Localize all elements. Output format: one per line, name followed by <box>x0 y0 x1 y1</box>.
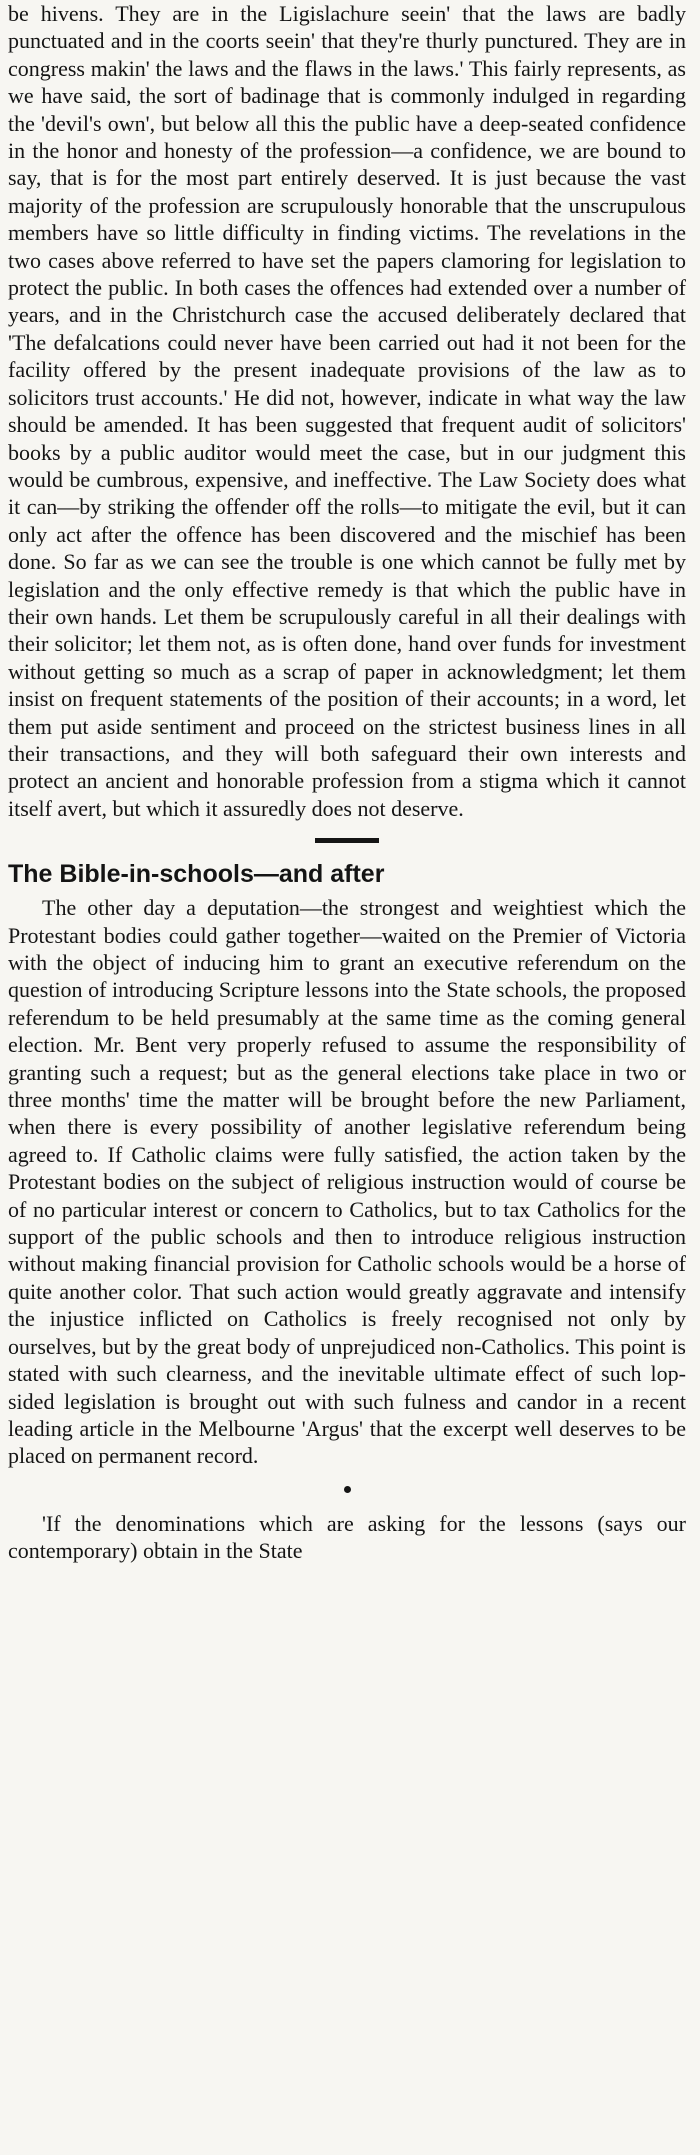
article-2-paragraph-2: 'If the denominations which are asking for the lessons (says our contemporary) obtain in the State <box>8 1510 686 1564</box>
article-2-headline: The Bible-in-schools—and after <box>8 860 385 889</box>
article-solicitors-continuation <box>8 0 686 822</box>
article-1-paragraph: be hivens. They are in the Ligislachure seein' that the laws are badly punctuated and in the coorts seein' that they're thurly punctured. They are in congress makin' the laws and the flaws in the laws.' This fairly represents, as we have said, the sort of badinage that is commonly indulged in regarding the 'devil's own', but below all this the public have a deep-seated confidence in the honor and honesty of the profession—a confidence, we are bound to say, that is for the most part entirely deserved. It is just because the vast majority of the profession are scrupulously honorable that the unscrupulous members have so little difficulty in finding victims. The revelations in the two cases above referred to have set the papers clamoring for legislation to protect the public. In both cases the offences had extended over a number of years, and in the Christchurch case the accused deliberately declared that 'The defalcations could never have been carried out had it not been for the facility offered by the present inadequate provisions of the law as to solicitors trust accounts.' He did not, however, indicate in what way the law should be amended. It has been suggested that frequent audit of solicitors' books by a public auditor would meet the case, but in our judgment this would be cumbrous, expensive, and ineffective. The Law Society does what it can—by striking the offender off the rolls—to mitigate the evil, but it can only act after the offence has been discovered and the mischief has been done. So far as we can see the trouble is one which cannot be fully met by legislation and the only effective remedy is that which the public have in their own hands. Let them be scrupulously careful in all their dealings with their solicitor; let them not, as is often done, hand over funds for investment without getting so much as a scrap of paper in acknowledgment; let them insist on frequent statements of the position of their accounts; in a word, let them put aside sentiment and proceed on the strictest business lines in all their transactions, and they will both safeguard their own interests and protect an ancient and honorable profession from a stigma which it cannot itself avert, but which it assuredly does not deserve. <box>8 1 686 821</box>
bullet-dot-icon <box>344 1486 351 1493</box>
article-2-paragraph-1: The other day a deputation—the strongest and weightiest which the Protestant bodies could gather together—waited on the Premier of Victoria with the object of inducing him to grant an executive referendum on the question of introducing Scripture lessons into the State schools, the proposed referendum to be held presumably at the same time as the coming general election. Mr. Bent very properly refused to assume the responsibility of granting such a request; but as the general elections take place in two or three months' time the matter will be brought before the new Parliament, when there is every possibility of another legislative referendum being agreed to. If Catholic claims were fully satisfied, the action taken by the Protestant bodies on the subject of religious instruction would of course be of no particular interest or concern to Catholics, but to tax Catholics for the support of the public schools and then to introduce religious instruction without making financial provision for Catholic schools would be a horse of quite another color. That such action would greatly aggravate and intensify the injustice inflicted on Catholics is freely recognised not only by ourselves, but by the great body of unprejudiced non-Catholics. This point is stated with such clearness, and the inevitable ultimate effect of such lop-sided legislation is brought out with such fulness and candor in a recent leading article in the Melbourne 'Argus' that the excerpt well deserves to be placed on permanent record. <box>8 895 686 1469</box>
paragraph-separator-dot <box>8 1476 686 1500</box>
article-bible-in-schools <box>8 858 686 1564</box>
section-divider-rule <box>315 838 379 843</box>
